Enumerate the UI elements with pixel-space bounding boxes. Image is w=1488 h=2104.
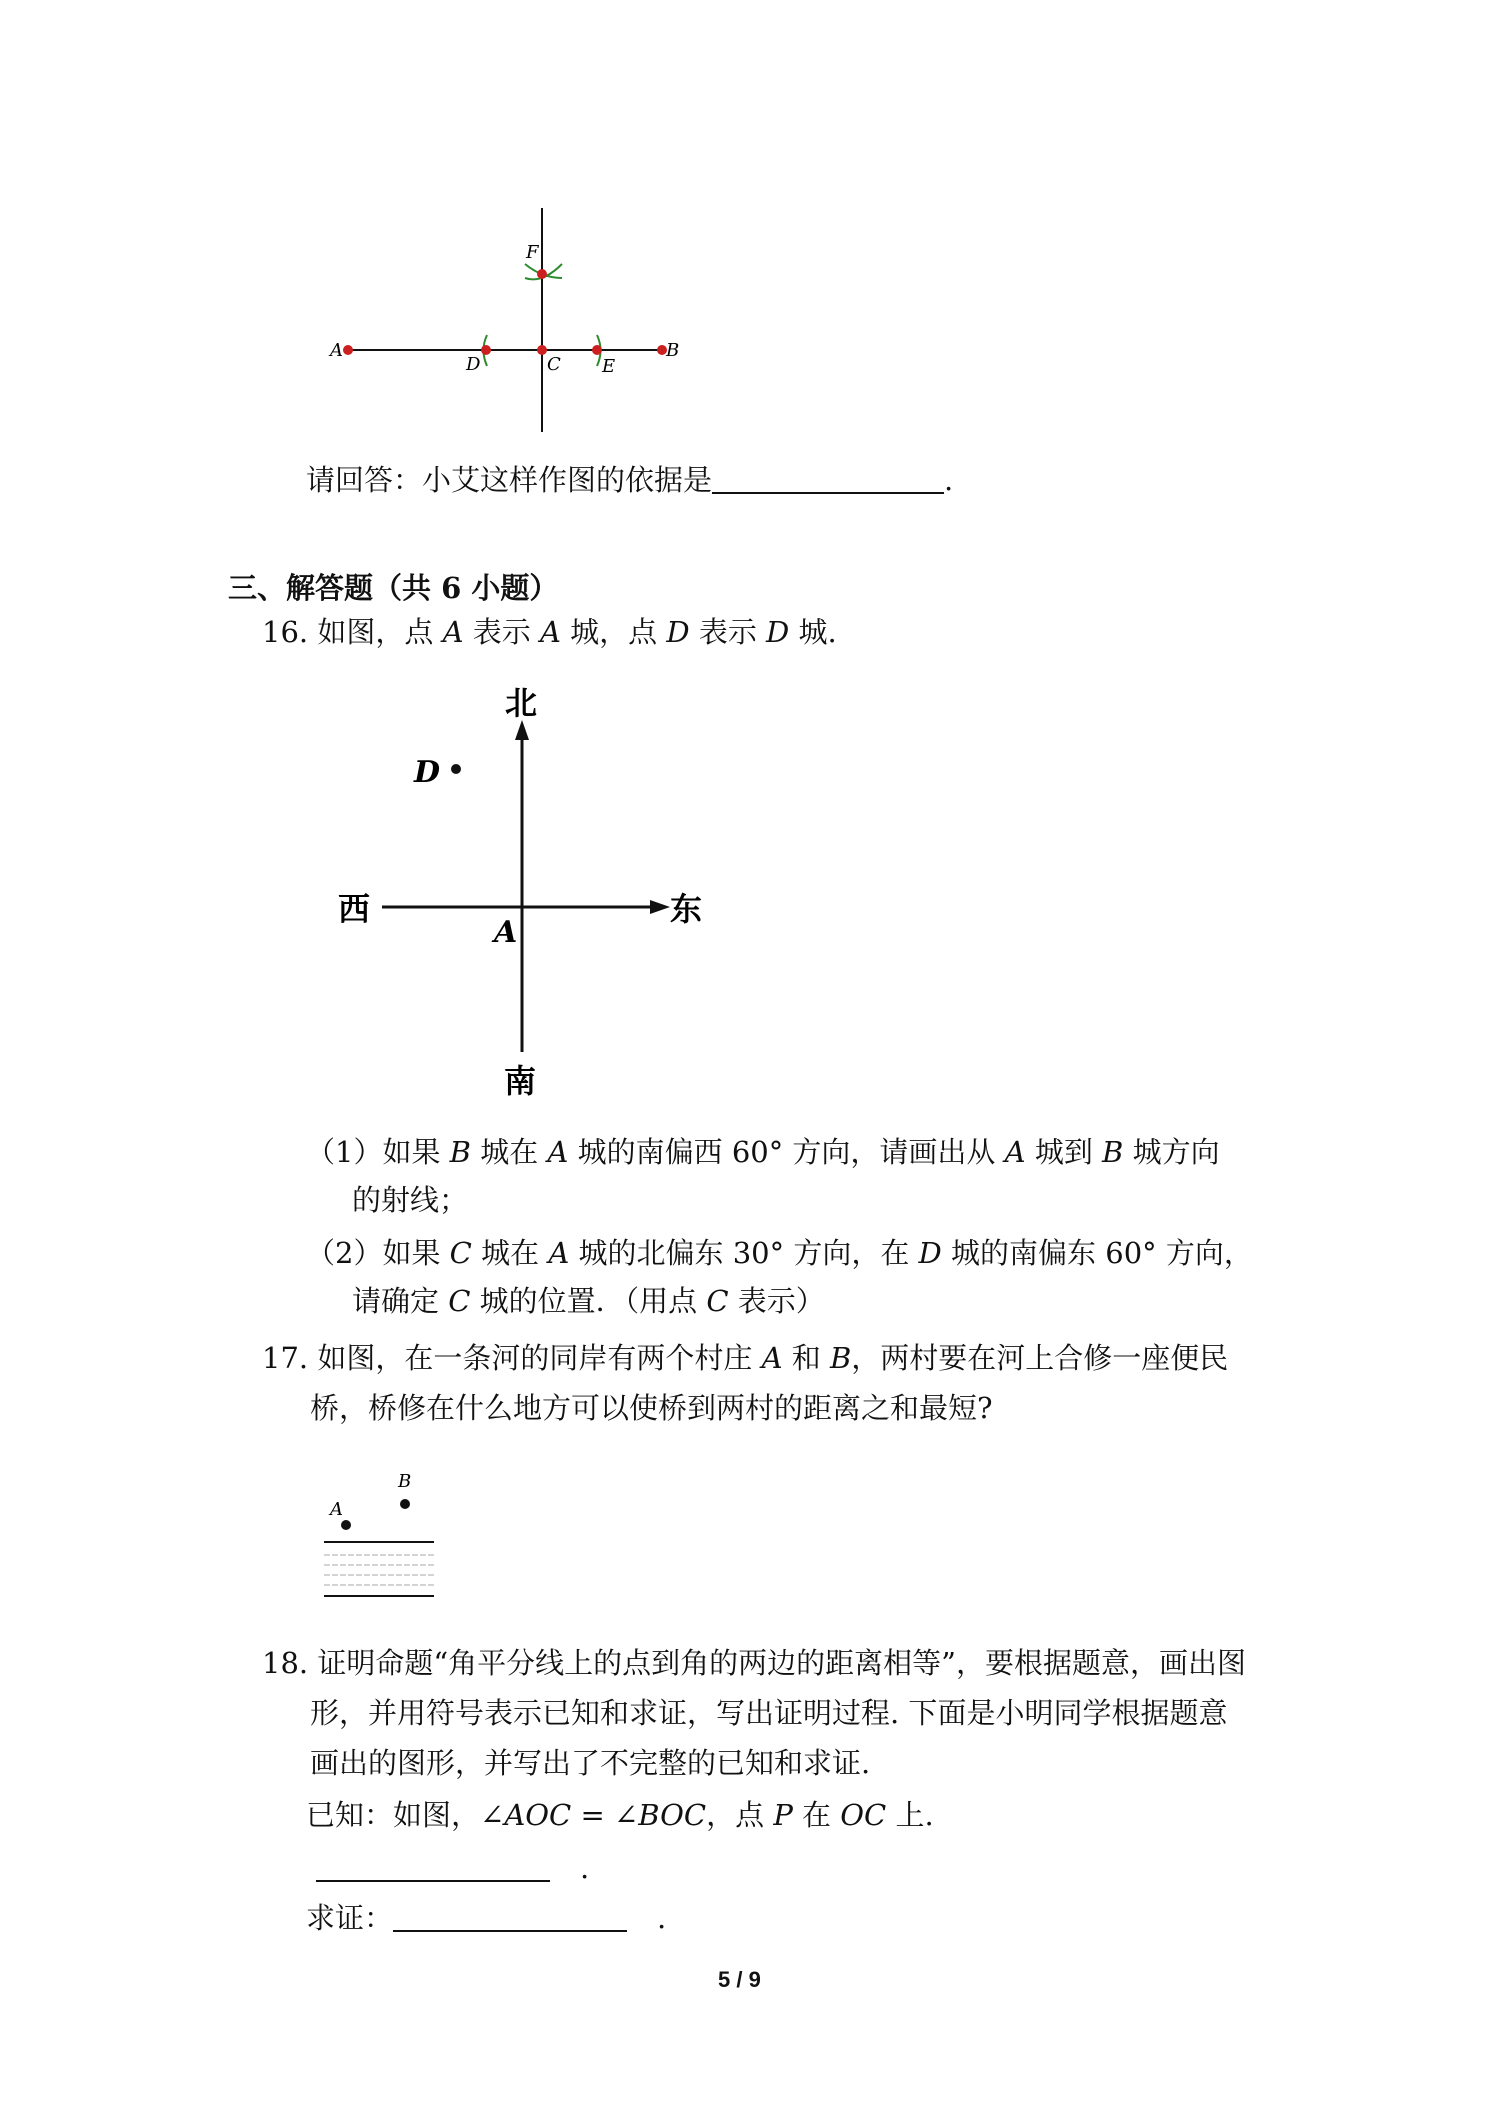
q18-given-blank-suffix: . <box>580 1851 590 1885</box>
rich-text <box>306 1798 934 1832</box>
math-symbol: BOC <box>638 1798 707 1832</box>
text-segment: 60° <box>731 1135 784 1169</box>
q18-line1 <box>262 1643 1246 1683</box>
q17-line2: 桥，桥修在什么地方可以使桥到两村的距离之和最短? <box>310 1391 993 1425</box>
text-segment: （2）如果 <box>306 1236 450 1270</box>
point-a <box>343 345 353 355</box>
q16-part1-line2: 的射线； <box>352 1183 469 1217</box>
q18-line3: 画出的图形，并写出了不完整的已知和求证. <box>310 1746 871 1780</box>
math-symbol: A <box>539 615 561 649</box>
text-segment: 方向，在 <box>784 1236 919 1270</box>
east-label: 东 <box>670 890 703 928</box>
text-segment: 表示） <box>728 1284 825 1318</box>
construction-figure <box>320 200 690 440</box>
village-b-label: B <box>398 1471 412 1492</box>
math-symbol: A <box>1004 1135 1026 1169</box>
text-segment: 如图，在一条河的同岸有两个村庄 <box>317 1341 762 1375</box>
math-symbol: OC <box>840 1798 887 1832</box>
q16-stem-text <box>317 615 836 649</box>
text-segment: 城到 <box>1025 1135 1103 1169</box>
q18-number: 18. <box>262 1646 309 1680</box>
q18-line1-text: 证明命题“角平分线上的点到角的两边的距离相等”，要根据题意，画出图 <box>317 1646 1246 1680</box>
point-c <box>537 345 547 355</box>
q16-part2-line2 <box>352 1281 825 1321</box>
math-symbol: C <box>449 1236 472 1270</box>
rich-text <box>317 1341 1228 1375</box>
text-segment: = ∠ <box>571 1798 639 1832</box>
math-symbol: B <box>1102 1135 1124 1169</box>
q18-given-blank-line <box>316 1848 589 1888</box>
q18-given-blank[interactable] <box>316 1850 550 1882</box>
text-segment: ，两村要在河上合修一座便民 <box>851 1341 1229 1375</box>
math-symbol: AOC <box>504 1798 572 1832</box>
rich-text <box>306 1135 1220 1169</box>
q15-answer-prefix: 请回答：小艾这样作图的依据是 <box>306 463 713 497</box>
math-symbol: C <box>706 1284 729 1318</box>
text-segment: 请确定 <box>352 1284 449 1318</box>
text-segment: 表示 <box>689 615 767 649</box>
math-symbol: C <box>448 1284 471 1318</box>
q15-answer-blank[interactable] <box>712 462 944 494</box>
text-segment: 已知：如图，∠ <box>306 1798 505 1832</box>
text-segment: 在 <box>792 1798 841 1832</box>
rich-text <box>306 1236 1253 1270</box>
label-b: B <box>666 340 680 361</box>
q18-given <box>306 1795 934 1835</box>
q18-prove-prefix: 求证： <box>306 1901 394 1935</box>
q15-answer-line <box>306 460 953 500</box>
q18-line2: 形，并用符号表示已知和求证，写出证明过程. 下面是小明同学根据题意 <box>310 1696 1228 1730</box>
math-symbol: A <box>761 1341 783 1375</box>
text-segment: 60° <box>1105 1236 1157 1270</box>
label-d: D <box>466 354 481 375</box>
river-figure <box>310 1462 450 1612</box>
text-segment: 城的北偏东 <box>569 1236 733 1270</box>
village-b <box>400 1499 410 1509</box>
math-symbol: B <box>449 1135 471 1169</box>
village-a <box>341 1520 351 1530</box>
q16-stem <box>262 612 837 652</box>
east-arrowhead <box>650 900 670 914</box>
text-segment: 城的位置．（用点 <box>470 1284 707 1318</box>
north-label: 北 <box>505 684 538 722</box>
label-e: E <box>602 356 616 377</box>
q17-line1 <box>262 1338 1228 1378</box>
text-segment: （1）如果 <box>306 1135 450 1169</box>
text-segment: 城的南偏东 <box>941 1236 1106 1270</box>
point-d-dot <box>451 764 461 774</box>
label-f: F <box>526 242 539 263</box>
text-segment: 城在 <box>471 1236 549 1270</box>
text-segment: 城的南偏西 <box>568 1135 732 1169</box>
point-a-label: A <box>494 915 518 950</box>
q18-prove-line <box>306 1898 666 1938</box>
text-segment: 城在 <box>470 1135 548 1169</box>
math-symbol: P <box>773 1798 793 1832</box>
south-label: 南 <box>504 1062 537 1100</box>
math-symbol: A <box>442 615 464 649</box>
q18-prove-suffix: . <box>657 1901 667 1935</box>
q15-answer-suffix: . <box>944 463 954 497</box>
q18-prove-blank[interactable] <box>393 1900 627 1932</box>
west-label: 西 <box>338 890 371 928</box>
math-symbol: A <box>547 1135 569 1169</box>
text-segment: 城. <box>789 615 837 649</box>
math-symbol: B <box>829 1341 852 1375</box>
point-e <box>592 345 602 355</box>
text-segment: 如图，点 <box>317 615 443 649</box>
math-symbol: D <box>666 615 690 649</box>
text-segment: ，点 <box>706 1798 774 1832</box>
text-segment: 30° <box>732 1236 785 1270</box>
section-heading: 三、解答题（共 6 小题） <box>228 571 559 605</box>
q16-part2-line1 <box>306 1233 1253 1273</box>
text-segment: 城，点 <box>560 615 667 649</box>
text-segment: 方向，请画出从 <box>783 1135 1005 1169</box>
math-symbol: D <box>766 615 790 649</box>
rich-text <box>352 1284 825 1318</box>
point-f <box>537 269 547 279</box>
q17-number: 17. <box>262 1341 309 1375</box>
text-segment: 方向， <box>1156 1236 1253 1270</box>
text-segment: 表示 <box>463 615 540 649</box>
label-c: C <box>547 354 561 375</box>
text-segment: 上. <box>886 1798 934 1832</box>
point-d-label: D <box>414 755 441 790</box>
village-a-label: A <box>330 1499 343 1520</box>
point-d <box>481 345 491 355</box>
text-segment: 和 <box>782 1341 830 1375</box>
q16-part1-line1 <box>306 1132 1220 1172</box>
text-segment: 城方向 <box>1123 1135 1220 1169</box>
label-a: A <box>330 340 343 361</box>
north-arrowhead <box>515 720 529 740</box>
page-number: 5 / 9 <box>718 1967 761 1992</box>
math-symbol: A <box>548 1236 570 1270</box>
q16-number: 16. <box>262 615 309 649</box>
compass-figure <box>330 680 730 1100</box>
math-symbol: D <box>918 1236 942 1270</box>
